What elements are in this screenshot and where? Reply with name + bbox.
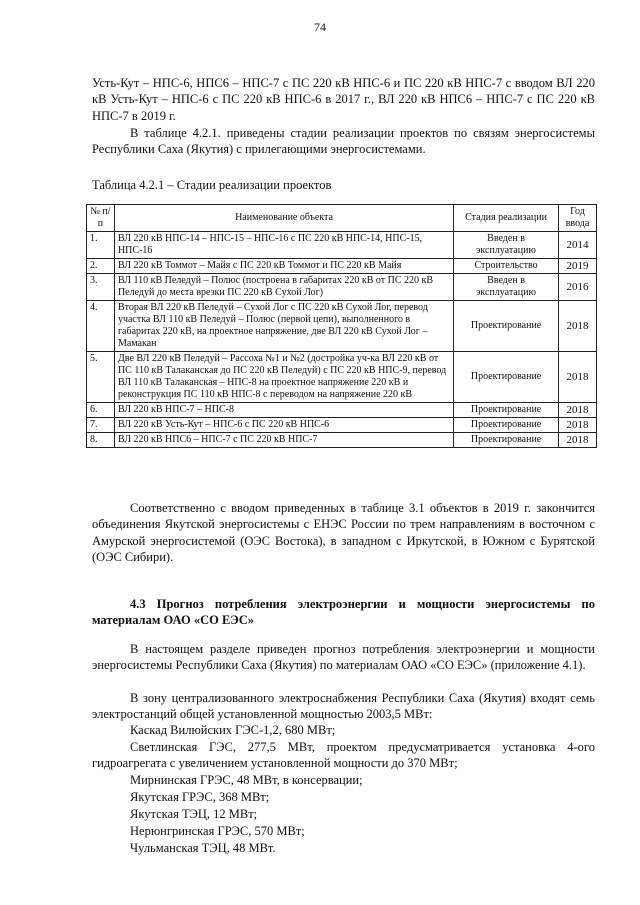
section-paragraph-2: В зону централизованного электроснабжения Республики Саха (Якутия) входят семь электростанций общей установленной мощностью 2003,5 МВт: [92,691,595,722]
row-year: 2018 [559,418,597,433]
header-name: Наименование объекта [114,205,453,232]
stages-table [86,204,597,448]
row-name: ВЛ 220 кВ Томмот – Майя с ПС 220 кВ Томмот и ПС 220 кВ Майя [114,259,453,274]
row-year: 2018 [559,403,597,418]
table-caption: Таблица 4.2.1 – Стадии реализации проектов [92,178,332,192]
plant-item: Чульманская ТЭЦ, 48 МВт. [130,841,276,855]
row-stage: Проектирование [454,418,559,433]
row-num: 5. [87,352,115,403]
row-num: 2. [87,259,115,274]
row-year: 2016 [559,274,597,301]
row-num: 8. [87,433,115,448]
row-name: ВЛ 220 кВ Усть-Кут – НПС-6 с ПС 220 кВ НПС-6 [114,418,453,433]
page-number: 74 [314,20,326,34]
table-row [87,352,597,403]
row-stage: Проектирование [454,403,559,418]
row-stage: Введен в эксплуатацию [454,232,559,259]
row-name: ВЛ 110 кВ Пеледуй – Полюс (построена в габаритах 220 кВ от ПС 220 кВ Пеледуй до места врезки ПС 220 кВ Сухой Лог) [114,274,453,301]
plant-item: Якутская ГРЭС, 368 МВт; [130,790,270,804]
row-num: 3. [87,274,115,301]
row-name: ВЛ 220 кВ НПС-14 – НПС-15 – НПС-16 с ПС 220 кВ НПС-14, НПС-15, НПС-16 [114,232,453,259]
row-num: 6. [87,403,115,418]
row-name: ВЛ 220 кВ НПС6 – НПС-7 с ПС 220 кВ НПС-7 [114,433,453,448]
table-row [87,259,597,274]
section-paragraph-1: В настоящем разделе приведен прогноз потребления электроэнергии и мощности энергосистемы Республики Саха (Якутия) по материалам ОАО «СО ЕЭС» (приложение 4.1). [92,642,595,673]
table-row [87,418,597,433]
row-num: 4. [87,301,115,352]
row-name: Две ВЛ 220 кВ Пеледуй – Рассоха №1 и №2 (достройка уч-ка ВЛ 220 кВ от ПС 110 кВ Талаканская до ПС 220 кВ Пеледуй) с ПС 220 кВ НПС-9, перевод ВЛ 110 кВ Талаканская – НПС-8 на проектное напряжение 220 кВ и реконструкция ПС 110 кВ НПС-8 с переводом на напряжение 220 кВ [114,352,453,403]
plant-item: Каскад Вилюйских ГЭС-1,2, 680 МВт; [130,723,336,737]
row-name: ВЛ 220 кВ НПС-7 – НПС-8 [114,403,453,418]
table-row [87,301,597,352]
plant-item: Якутская ТЭЦ, 12 МВт; [130,807,258,821]
row-stage: Проектирование [454,352,559,403]
row-year: 2019 [559,259,597,274]
row-stage: Строительство [454,259,559,274]
intro-paragraph: Усть-Кут – НПС-6, НПС6 – НПС-7 с ПС 220 кВ НПС-6 и ПС 220 кВ НПС-7 с вводом ВЛ 220 кВ Усть-Кут – НПС-6 с ПС 220 кВ НПС-6 в 2017 г., ВЛ 220 кВ НПС6 – НПС-7 с ПС 220 кВ НПС-7 в 2019 г. [92,76,595,123]
plant-item: Светлинская ГЭС, 277,5 МВт, проектом предусматривается установка 4-ого гидроагрегата с увеличением установленной мощности до 370 МВт; [92,740,595,771]
row-stage: Проектирование [454,301,559,352]
row-year: 2014 [559,232,597,259]
section-heading: 4.3 Прогноз потребления электроэнергии и мощности энергосистемы по материалам ОАО «СО ЕЭС» [92,597,595,627]
header-year: Год ввода [559,205,597,232]
table-row [87,232,597,259]
table-header-row [87,205,597,232]
row-year: 2018 [559,352,597,403]
conclusion-paragraph: Соответственно с вводом приведенных в таблице 3.1 объектов в 2019 г. закончится объединения Якутской энергосистемы с ЕНЭС России по трем направлениям в восточном с Амурской энергосистемой (ОЭС Востока), в западном с Иркутской, в Южном с Бурятской (ОЭС Сибири). [92,501,595,564]
row-stage: Введен в эксплуатацию [454,274,559,301]
row-num: 7. [87,418,115,433]
table-row [87,274,597,301]
header-stage: Стадия реализации [454,205,559,232]
row-stage: Проектирование [454,433,559,448]
plant-item: Мирнинская ГРЭС, 48 МВт, в консервации; [130,773,363,787]
table-row [87,403,597,418]
table-reference-paragraph: В таблице 4.2.1. приведены стадии реализации проектов по связям энергосистемы Республики Саха (Якутия) с прилегающими энергосистемами. [92,126,595,157]
table-row [87,433,597,448]
row-num: 1. [87,232,115,259]
plant-item: Нерюнгринская ГРЭС, 570 МВт; [130,824,305,838]
row-year: 2018 [559,433,597,448]
header-num: № п/п [87,205,115,232]
row-name: Вторая ВЛ 220 кВ Пеледуй – Сухой Лог с ПС 220 кВ Сухой Лог, перевод участка ВЛ 110 кВ Пеледуй – Полюс (первой цепи), выполненного в габаритах 220 кВ, на проектное напряжение, две ВЛ 220 кВ Сухой Лог – Мамакан [114,301,453,352]
row-year: 2018 [559,301,597,352]
